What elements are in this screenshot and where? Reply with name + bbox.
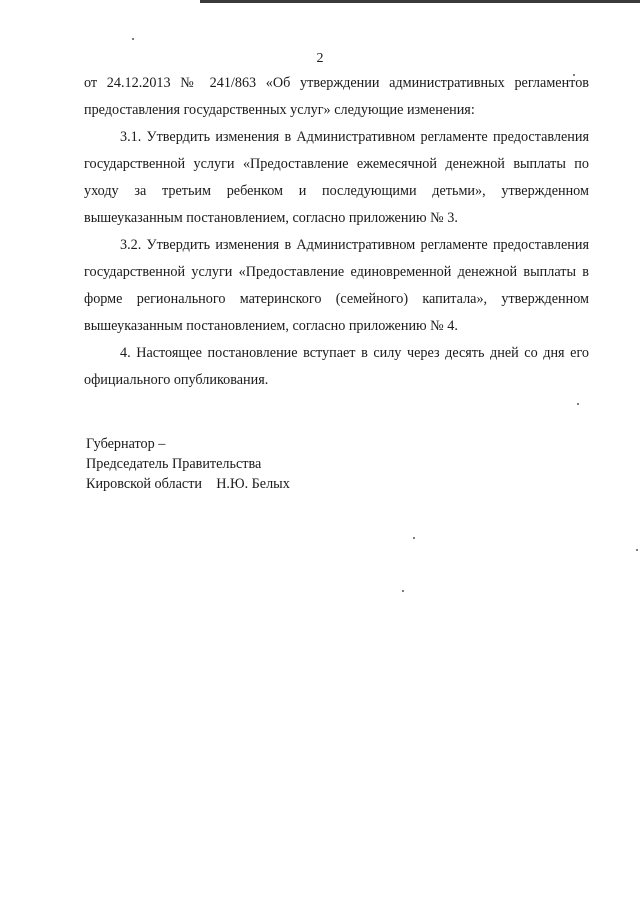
scan-speck xyxy=(577,403,579,405)
signature-position: Председатель Правительства xyxy=(86,456,262,472)
page-number: 2 xyxy=(316,51,324,66)
signatory-name: Н.Ю. Белых xyxy=(216,476,290,492)
signature-region: Кировской области xyxy=(86,476,202,492)
paragraph-intro: от 24.12.2013 № 241/863 «Об утверждении административных регламентов предоставления государственных услуг» следующие изменения: xyxy=(84,75,589,118)
scan-speck xyxy=(132,38,134,40)
signature-title: Губернатор – xyxy=(86,436,166,452)
signature-block xyxy=(86,434,290,494)
scan-speck xyxy=(402,590,404,592)
document-body xyxy=(84,70,589,394)
scan-edge-line xyxy=(200,0,640,3)
signature-region-line xyxy=(86,474,290,494)
scan-speck xyxy=(636,549,638,551)
paragraph-3-1: 3.1. Утвердить изменения в Административном регламенте предоставления государственной услуги «Предоставление ежемесячной денежной выплаты по уходу за третьим ребенком и последующими детьми», утвержденном вышеуказанным постановлением, согласно приложению № 3. xyxy=(84,129,589,226)
paragraph-3-2: 3.2. Утвердить изменения в Административном регламенте предоставления государственной услуги «Предоставление единовременной денежной выплаты в форме регионального материнского (семейного) капитала», утвержденном вышеуказанным постановлением, согласно приложению № 4. xyxy=(84,237,589,334)
scan-speck xyxy=(413,537,415,539)
paragraph-4: 4. Настоящее постановление вступает в силу через десять дней со дня его официального опубликования. xyxy=(84,345,589,388)
